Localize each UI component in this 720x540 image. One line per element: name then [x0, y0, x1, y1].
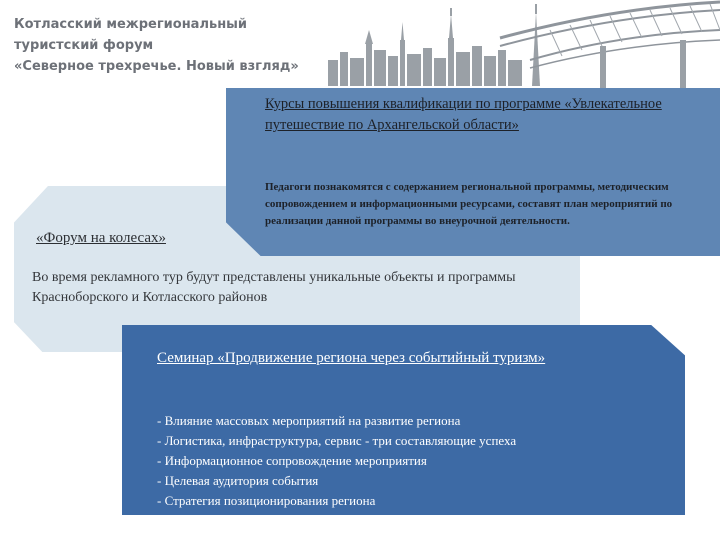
courses-title: Курсы повышения квалификации по программе «Увлекательное путешествие по Архангельской области»	[265, 96, 662, 133]
city-bridge-skyline-illustration	[300, 0, 720, 95]
seminar-topics-list	[157, 411, 677, 515]
forum-title-header	[14, 14, 314, 77]
list-item: - Информационное сопровождение мероприятия	[157, 453, 427, 468]
list-item: - Целевая аудитория события	[157, 473, 319, 488]
header-title-line2: «Северное трехречье. Новый взгляд»	[14, 59, 299, 74]
list-item: - Влияние массовых мероприятий на развитие региона	[157, 413, 461, 428]
courses-description: Педагоги познакомятся с содержанием региональной программы, методическим сопровождением и информационными ресурсами, составят план мероприятий по реализации данной программы во внеурочной деятельности.	[265, 181, 673, 227]
forum-on-wheels-title: «Форум на колесах»	[36, 230, 166, 246]
forum-on-wheels-description: Во время рекламного тур будут представлены уникальные объекты и программы Красноборского и Котласского районов	[32, 270, 516, 305]
list-item: - Логистика, инфраструктура, сервис - три составляющие успеха	[157, 433, 517, 448]
header-title-line1: Котласский межрегиональный туристский форум	[14, 17, 248, 53]
list-item: - Стратегия позиционирования региона	[157, 493, 376, 508]
seminar-title: Семинар «Продвижение региона через событийный туризм»	[157, 350, 546, 366]
